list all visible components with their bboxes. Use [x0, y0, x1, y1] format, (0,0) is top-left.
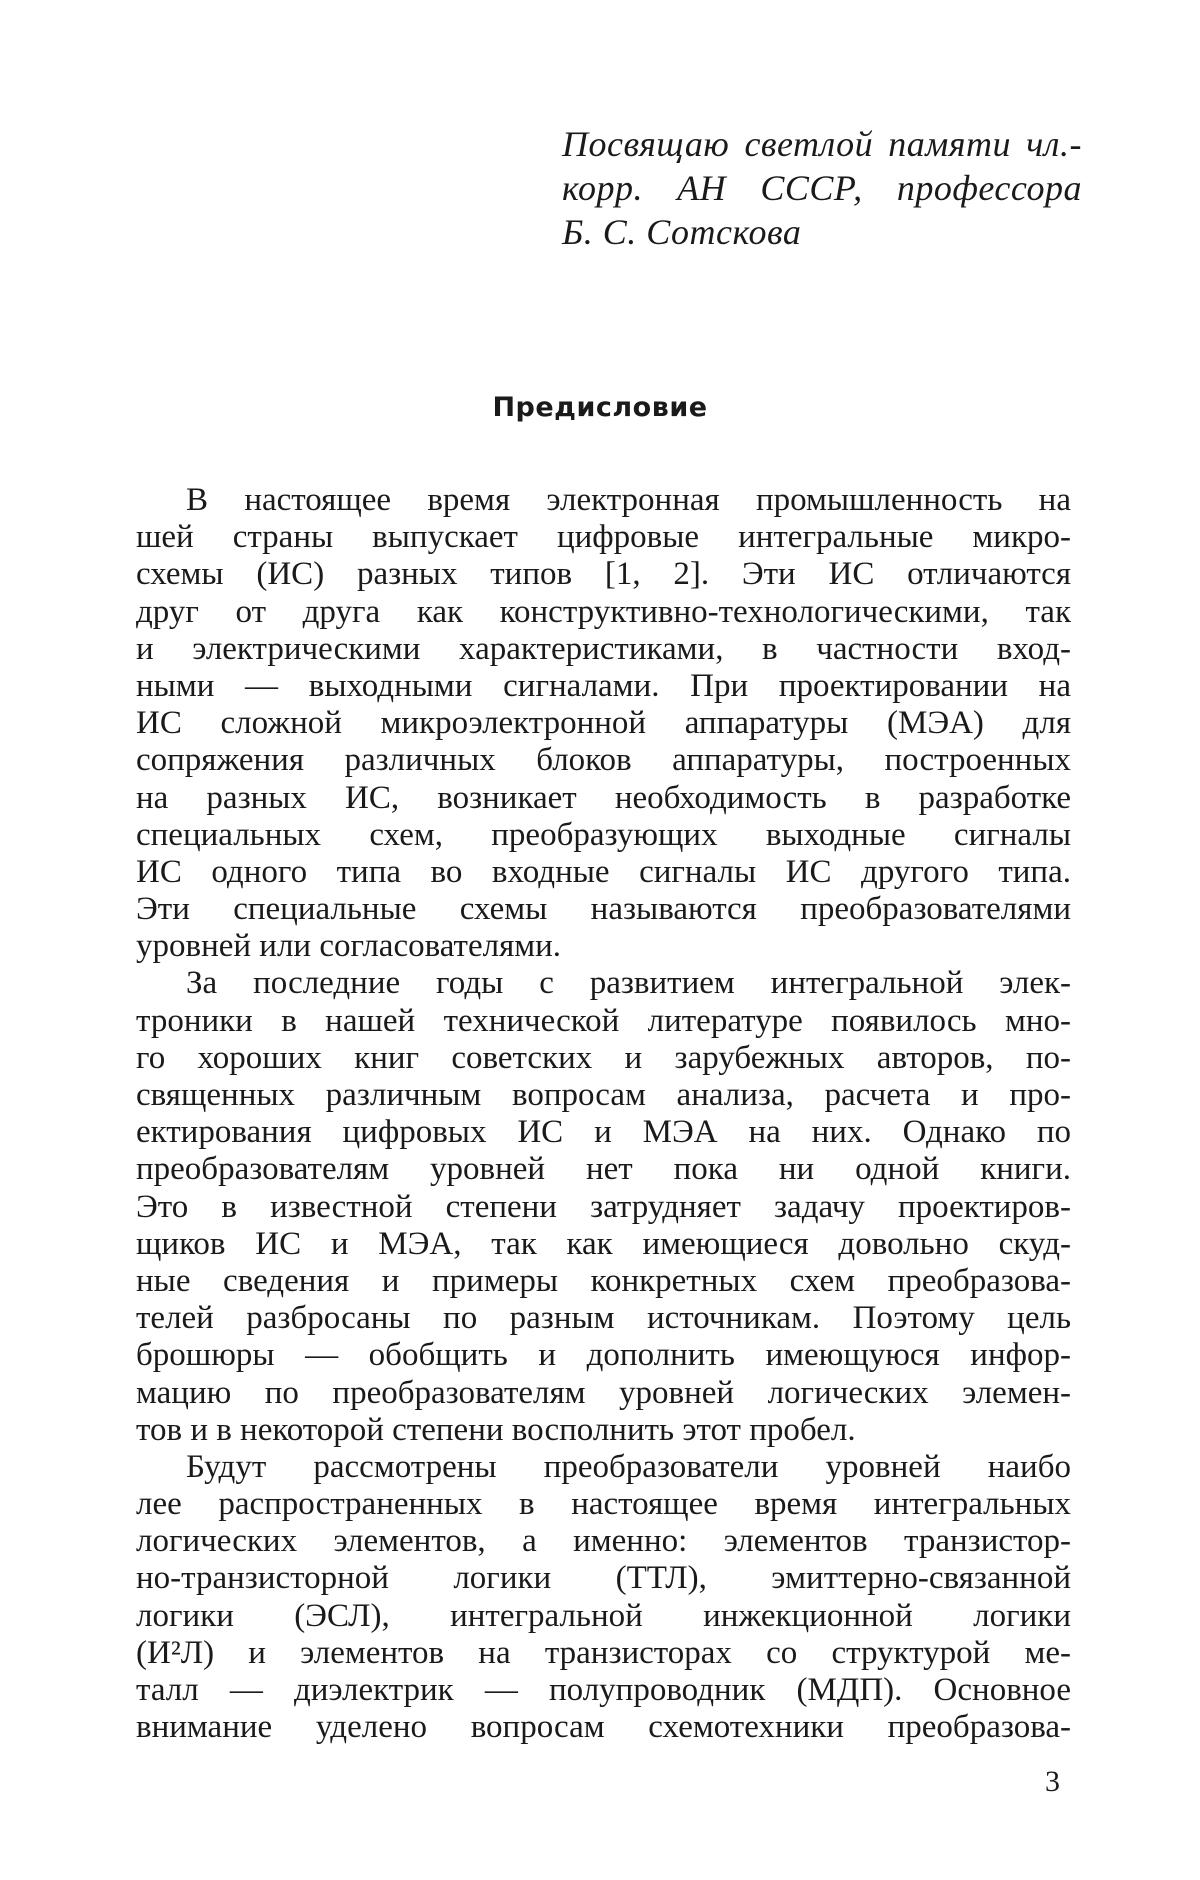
- text-line: В настоящее время электронная промышленность на: [186, 482, 1071, 518]
- text-line: брошюры — обобщить и дополнить имеющуюся инфор-: [136, 1337, 1071, 1374]
- text-line: сопряжения различных блоков аппаратуры, построенных: [136, 742, 1071, 779]
- text-line: мацию по преобразователям уровней логических элемен-: [136, 1374, 1071, 1411]
- text-line: схемы (ИС) разных типов [1, 2]. Эти ИС отличаются: [136, 556, 1071, 593]
- text-line: За последние годы с развитием интегральной элек-: [186, 965, 1071, 1002]
- text-line: и электрическими характеристиками, в частности вход-: [136, 630, 1071, 667]
- page-number: 3: [1045, 1765, 1060, 1798]
- text-line: Будут рассмотрены преобразователи уровней наибо: [186, 1448, 1071, 1485]
- text-line: уровней или согласователями.: [136, 928, 562, 965]
- dedication: [562, 122, 1082, 254]
- text-line: логики (ЭСЛ), интегральной инжекционной логики: [136, 1597, 1071, 1634]
- dedication-line: Посвящаю светлой памяти чл.-: [562, 124, 1082, 164]
- text-line: но-транзисторной логики (ТТЛ), эмиттерно-связанной: [136, 1560, 1071, 1597]
- text-line: на разных ИС, возникает необходимость в разработке: [136, 779, 1071, 816]
- text-line: внимание уделено вопросам схемотехники преобразова-: [136, 1709, 1071, 1746]
- dedication-line: корр. АН СССР, профессора: [562, 168, 1082, 208]
- text-line: телей разбросаны по разным источникам. Поэтому цель: [136, 1300, 1071, 1337]
- dedication-line: Б. С. Сотскова: [562, 212, 802, 252]
- text-line: шей страны выпускает цифровые интегральные микро-: [136, 519, 1071, 556]
- section-heading: Предисловие: [492, 392, 708, 423]
- text-line: ИС одного типа во входные сигналы ИС другого типа.: [136, 853, 1071, 890]
- text-line: ИС сложной микроэлектронной аппаратуры (МЭА) для: [136, 705, 1071, 742]
- preface-text: [136, 482, 1071, 1746]
- text-line: священных различным вопросам анализа, расчета и про-: [136, 1077, 1071, 1113]
- text-line: преобразователям уровней нет пока ни одной книги.: [136, 1151, 1071, 1188]
- text-line: специальных схем, преобразующих выходные сигналы: [136, 816, 1071, 853]
- text-line: тов и в некоторой степени восполнить этот пробел.: [136, 1411, 856, 1448]
- text-line: талл — диэлектрик — полупроводник (МДП). Основное: [136, 1672, 1071, 1708]
- text-line: троники в нашей технической литературе появилось мно-: [136, 1002, 1071, 1039]
- text-line: ными — выходными сигналами. При проектировании на: [136, 667, 1071, 704]
- text-line: друг от друга как конструктивно-технологическими, так: [136, 593, 1071, 630]
- text-line: щиков ИС и МЭА, так как имеющиеся довольно скуд-: [136, 1225, 1071, 1262]
- text-line: (И²Л) и элементов на транзисторах со структурой ме-: [136, 1634, 1071, 1671]
- text-line: логических элементов, а именно: элементов транзистор-: [136, 1523, 1071, 1560]
- text-line: го хороших книг советских и зарубежных авторов, по-: [136, 1039, 1071, 1076]
- text-line: Это в известной степени затрудняет задачу проектиров-: [136, 1188, 1071, 1225]
- text-line: Эти специальные схемы называются преобразователями: [136, 891, 1071, 928]
- text-line: ектирования цифровых ИС и МЭА на них. Однако по: [136, 1114, 1071, 1151]
- text-line: лее распространенных в настоящее время интегральных: [136, 1486, 1071, 1523]
- text-line: ные сведения и примеры конкретных схем преобразова-: [136, 1262, 1071, 1299]
